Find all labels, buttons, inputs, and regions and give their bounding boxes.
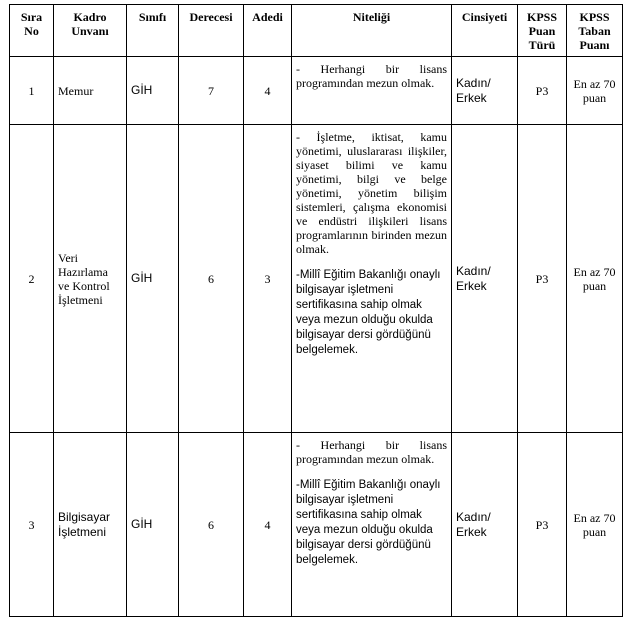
cell-derecesi: 6 [179, 125, 244, 433]
header-derecesi: Derecesi [179, 5, 244, 57]
cell-kpss-taban-puani: En az 70 puan [567, 125, 623, 433]
header-niteligi: Niteliği [292, 5, 452, 57]
header-kpss-taban-puani: KPSS Taban Puanı [567, 5, 623, 57]
cell-adedi: 4 [244, 433, 292, 617]
cell-sira-no: 2 [10, 125, 54, 433]
cell-kadro-unvani: Veri Hazırlama ve Kontrol İşletmeni [54, 125, 127, 433]
nitelik-text: - Herhangi bir lisans programından mezun olmak. [296, 438, 447, 466]
cell-niteligi [292, 433, 452, 617]
cell-derecesi: 7 [179, 57, 244, 125]
cell-adedi: 3 [244, 125, 292, 433]
cell-kpss-puan-turu: P3 [518, 57, 567, 125]
header-sinifi: Sınıfı [127, 5, 179, 57]
cell-sinifi: GİH [127, 433, 179, 617]
cell-niteligi [292, 57, 452, 125]
cell-cinsiyeti: Kadın/ Erkek [452, 125, 518, 433]
table-row [10, 433, 623, 617]
cell-derecesi: 6 [179, 433, 244, 617]
table-row [10, 125, 623, 433]
table-row [10, 57, 623, 125]
header-sira-no: Sıra No [10, 5, 54, 57]
cell-sira-no: 1 [10, 57, 54, 125]
cell-kadro-unvani: Bilgisayar İşletmeni [54, 433, 127, 617]
header-adedi: Adedi [244, 5, 292, 57]
header-kpss-puan-turu: KPSS Puan Türü [518, 5, 567, 57]
header-cinsiyeti: Cinsiyeti [452, 5, 518, 57]
cell-kadro-unvani: Memur [54, 57, 127, 125]
nitelik-certificate-text: -Millî Eğitim Bakanlığı onaylı bilgisayar işletmeni sertifikasına sahip olmak veya mezun olduğu okulda bilgisayar dersi gördüğünü belgelemek. [296, 269, 441, 356]
nitelik-text: - Herhangi bir lisans programından mezun olmak. [296, 62, 447, 90]
nitelik-text: - İşletme, iktisat, kamu yönetimi, uluslararası ilişkiler, siyaset bilimi ve kamu yönetimi, bilgi ve belge yönetimi, yönetim bilişim sistemleri, çalışma ekonomisi ve endüstri ilişkileri lisans programlarının birinden mezun olmak. [296, 130, 447, 256]
cell-sinifi: GİH [127, 57, 179, 125]
cell-adedi: 4 [244, 57, 292, 125]
cell-kpss-puan-turu: P3 [518, 433, 567, 617]
cell-sinifi: GİH [127, 125, 179, 433]
cell-cinsiyeti: Kadın/ Erkek [452, 57, 518, 125]
cell-sira-no: 3 [10, 433, 54, 617]
cell-kpss-puan-turu: P3 [518, 125, 567, 433]
cell-niteligi [292, 125, 452, 433]
cell-kpss-taban-puani: En az 70 puan [567, 57, 623, 125]
cell-cinsiyeti: Kadın/ Erkek [452, 433, 518, 617]
header-row [10, 5, 623, 57]
positions-table [9, 4, 623, 617]
header-kadro-unvani: Kadro Unvanı [54, 5, 127, 57]
cell-kpss-taban-puani: En az 70 puan [567, 433, 623, 617]
nitelik-certificate-text: -Millî Eğitim Bakanlığı onaylı bilgisayar işletmeni sertifikasına sahip olmak veya mezun olduğu okulda bilgisayar dersi gördüğünü belgelemek. [296, 479, 441, 566]
